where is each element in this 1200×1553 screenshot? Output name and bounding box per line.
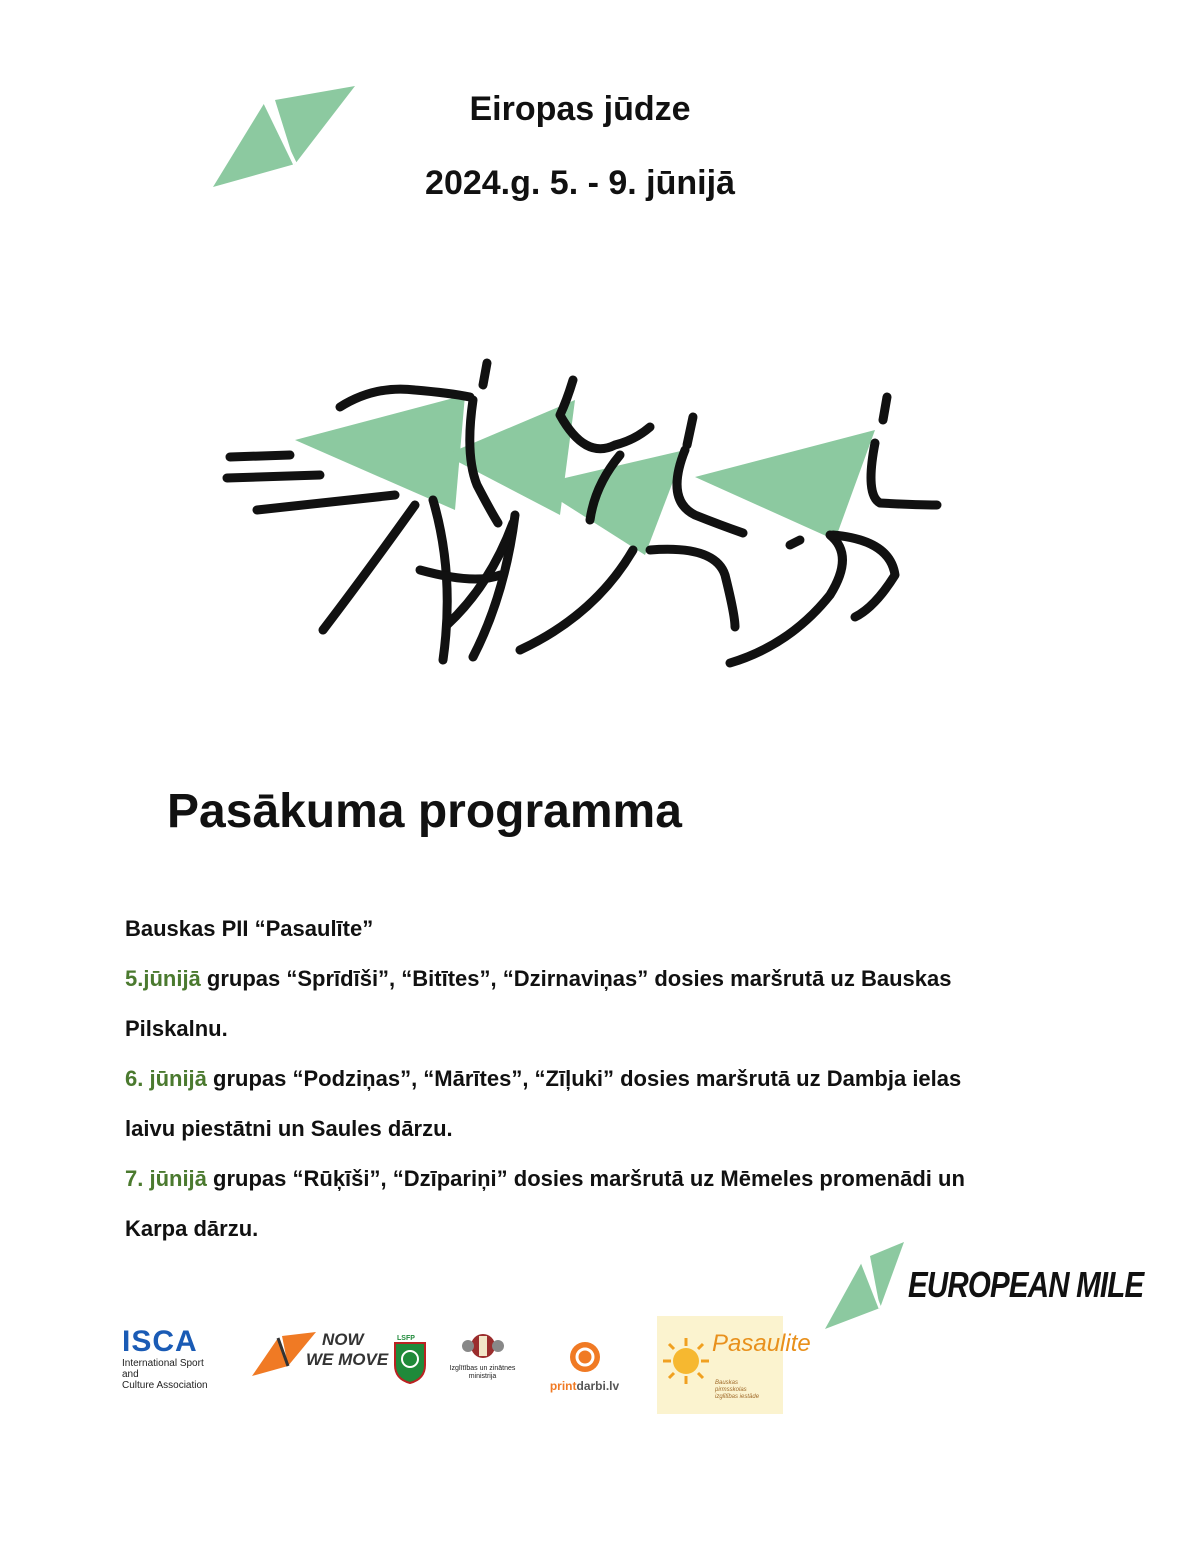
printdarbi-logo: printdarbi.lv [542, 1340, 627, 1393]
item-text: grupas “Sprīdīši”, “Bitītes”, “Dzirnaviņas” dosies maršrutā uz Bauskas [200, 966, 952, 991]
item-text-cont: laivu piestātni un Saules dārzu. [125, 1116, 453, 1141]
pasaulite-logo: Pasaulite Bauskas pirmsskolas izglītības iestāde [657, 1316, 783, 1414]
item-text: grupas “Rūķīši”, “Dzīpariņi” dosies maršrutā uz Mēmeles promenādi un [206, 1166, 965, 1191]
european-mile-logo-top [205, 82, 365, 192]
item-date: 6. jūnijā [125, 1066, 207, 1091]
isca-mark: ISCA [122, 1325, 198, 1358]
printdarbi-circle-icon [568, 1340, 602, 1374]
lsfp-logo: LSFP [393, 1335, 427, 1385]
item-date: 7. jūnijā [125, 1166, 207, 1191]
program-item [125, 954, 1085, 1054]
intro-line: Bauskas PII “Pasaulīte” [125, 916, 374, 941]
program-content [125, 904, 1085, 1254]
coat-of-arms-icon [458, 1330, 508, 1360]
item-text-cont: Pilskalnu. [125, 1016, 228, 1041]
item-date: 5.jūnijā [125, 966, 201, 991]
runners-illustration [215, 345, 955, 685]
item-text-cont: Karpa dārzu. [125, 1216, 259, 1241]
european-mile-logo-bottom [822, 1240, 907, 1332]
european-mile-label: EUROPEAN MILE [908, 1264, 1144, 1305]
lsfp-shield-icon [393, 1335, 427, 1385]
program-item [125, 1154, 1085, 1254]
ministry-logo: Izglītības un zinātnes ministrija [445, 1330, 520, 1381]
speed-line [257, 495, 395, 510]
speed-line [230, 455, 290, 457]
event-dates: 2024.g. 5. - 9. jūnijā [425, 164, 735, 202]
speed-line [227, 475, 320, 478]
now-we-move-logo: NOW WE MOVE [250, 1328, 385, 1380]
item-text: grupas “Podziņas”, “Mārītes”, “Zīļuki” dosies maršrutā uz Dambja ielas [206, 1066, 962, 1091]
isca-logo: ISCA International Sport and Culture Association [122, 1326, 222, 1391]
program-item [125, 1054, 1085, 1154]
program-title: Pasākuma programma [167, 785, 682, 838]
sun-icon [661, 1336, 711, 1386]
event-title: Eiropas jūdze [469, 90, 691, 128]
